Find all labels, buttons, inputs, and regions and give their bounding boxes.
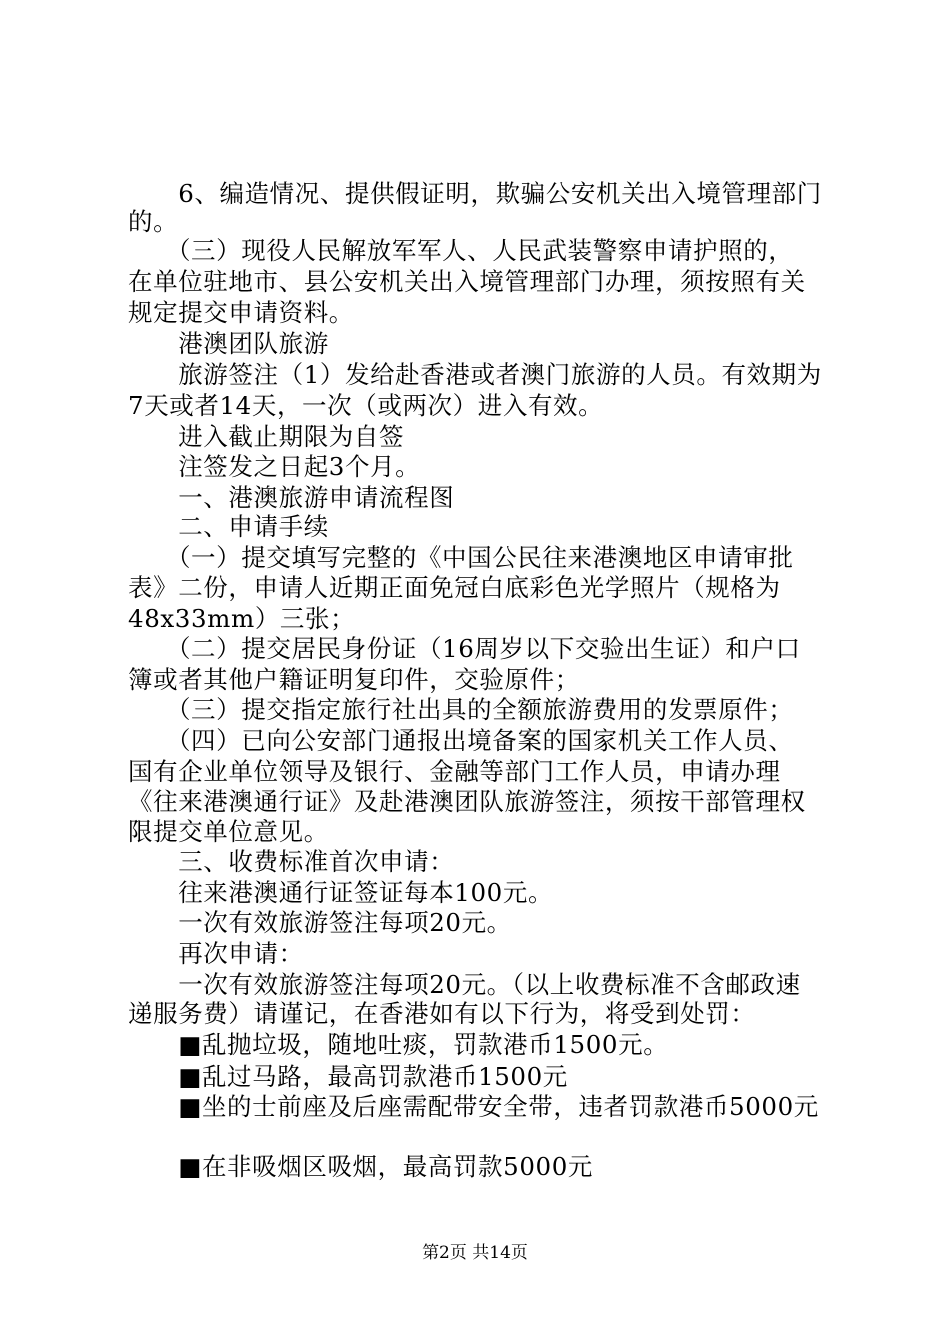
- text-line: ■乱过马路，最高罚款港币1500元: [128, 1062, 568, 1091]
- text-line: （三）提交指定旅行社出具的全额旅游费用的发票原件；: [128, 695, 794, 724]
- text-line: ■在非吸烟区吸烟，最高罚款5000元: [128, 1152, 593, 1181]
- text-line: 簿或者其他户籍证明复印件，交验原件；: [128, 665, 580, 694]
- text-line: 注签发之日起3个月。: [128, 452, 421, 481]
- text-line: （一）提交填写完整的《中国公民往来港澳地区申请审批: [128, 543, 794, 572]
- text-line: 再次申请：: [128, 939, 304, 968]
- text-line: 旅游签注（1）发给赴香港或者澳门旅游的人员。有效期为: [128, 360, 822, 389]
- text-line: 二、申请手续: [128, 512, 329, 541]
- text-line: 48x33mm）三张；: [128, 604, 356, 633]
- text-line: 一、港澳旅游申请流程图: [128, 483, 455, 512]
- text-line: 的。: [128, 207, 179, 236]
- text-line: 7天或者14天，一次（或两次）进入有效。: [128, 391, 604, 420]
- text-line: （二）提交居民身份证（16周岁以下交验出生证）和户口: [128, 634, 801, 663]
- text-line: 规定提交申请资料。: [128, 298, 354, 327]
- text-line: 进入截止期限为自签: [128, 422, 405, 451]
- text-line: （三）现役人民解放军军人、人民武装警察申请护照的，: [128, 236, 794, 265]
- text-line: 在单位驻地市、县公安机关出入境管理部门办理，须按照有关: [128, 267, 806, 296]
- text-line: 一次有效旅游签注每项20元。（以上收费标准不含邮政速: [128, 970, 801, 999]
- text-line: 一次有效旅游签注每项20元。: [128, 908, 512, 937]
- text-line: 递服务费）请谨记，在香港如有以下行为，将受到处罚：: [128, 999, 756, 1028]
- text-line: （四）已向公安部门通报出境备案的国家机关工作人员、: [128, 726, 794, 755]
- text-line: 《往来港澳通行证》及赴港澳团队旅游签注，须按干部管理权: [128, 787, 806, 816]
- text-line: 港澳团队旅游: [128, 329, 329, 358]
- text-line: ■乱抛垃圾，随地吐痰，罚款港币1500元。: [128, 1030, 669, 1059]
- text-line: ■坐的士前座及后座需配带安全带，违者罚款港币5000元: [128, 1092, 819, 1121]
- text-line: 国有企业单位领导及银行、金融等部门工作人员，申请办理: [128, 757, 781, 786]
- text-line: 往来港澳通行证签证每本100元。: [128, 878, 554, 907]
- text-line: 表》二份，申请人近期正面免冠白底彩色光学照片（规格为: [128, 573, 781, 602]
- page-number: 第2页 共14页: [422, 1243, 528, 1263]
- text-line: 三、收费标准首次申请：: [128, 847, 455, 876]
- text-line: 限提交单位意见。: [128, 817, 329, 846]
- text-line: 6、编造情况、提供假证明，欺骗公安机关出入境管理部门: [128, 179, 822, 208]
